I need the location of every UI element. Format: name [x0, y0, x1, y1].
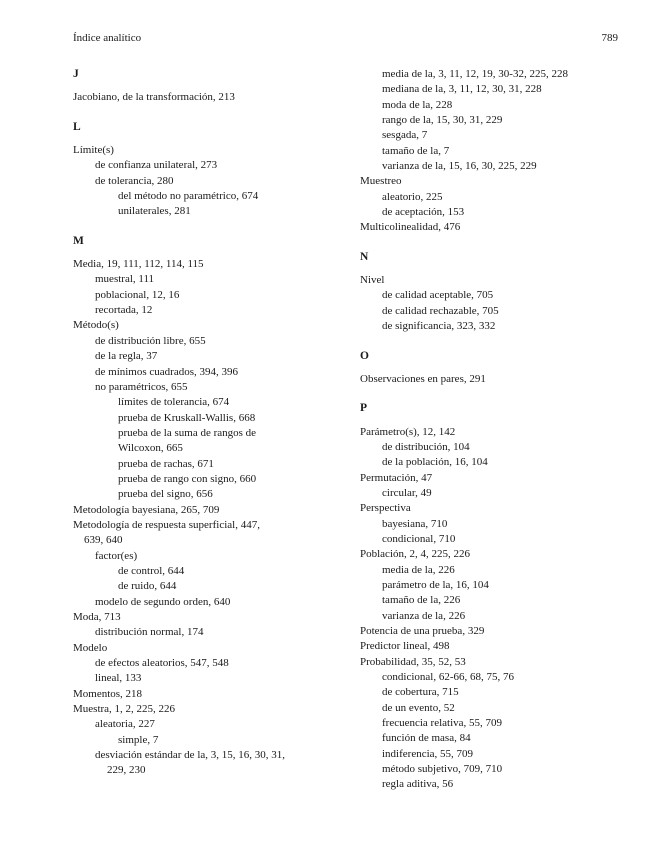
index-column-right: [360, 67, 630, 793]
index-subentry: media de la, 226: [382, 563, 455, 576]
index-subentry: de la población, 16, 104: [382, 456, 488, 469]
index-subentry: regla aditiva, 56: [382, 778, 454, 791]
index-entry: Metodología de respuesta superficial, 447,: [73, 518, 260, 531]
index-subentry: factor(es): [95, 549, 138, 562]
index-subsubentry: de ruido, 644: [118, 580, 177, 593]
index-subentry: frecuencia relativa, 55, 709: [382, 717, 503, 730]
index-subentry: aleatorio, 225: [382, 190, 443, 203]
index-subentry: media de la, 3, 11, 12, 19, 30-32, 225, 228: [382, 68, 568, 80]
index-subsubentry: simple, 7: [118, 733, 159, 746]
section-letter-l: L: [73, 120, 81, 133]
index-entry: Perspectiva: [360, 502, 411, 515]
index-subentry: de calidad rechazable, 705: [382, 304, 499, 317]
index-subsubentry: prueba de Kruskall-Wallis, 668: [118, 411, 256, 424]
index-entry-continuation: 229, 230: [107, 764, 146, 777]
index-entry: Muestra, 1, 2, 225, 226: [73, 703, 176, 716]
index-subentry: de un evento, 52: [382, 701, 455, 714]
section-letter-n: N: [360, 250, 369, 263]
index-subentry: no paramétricos, 655: [95, 380, 188, 393]
index-subentry: desviación estándar de la, 3, 15, 16, 30, 31,: [95, 749, 286, 762]
index-entry: Momentos, 218: [73, 687, 143, 700]
index-entry: Potencia de una prueba, 329: [360, 625, 485, 637]
index-subentry: circular, 49: [382, 486, 432, 499]
index-subsubentry: Wilcoxon, 665: [118, 442, 183, 455]
page-number: 789: [601, 32, 618, 44]
index-entry: Método(s): [73, 319, 119, 332]
index-subentry: de efectos aleatorios, 547, 548: [95, 657, 229, 670]
index-subentry: modelo de segundo orden, 640: [95, 595, 231, 608]
index-entry: Población, 2, 4, 225, 226: [360, 548, 470, 561]
index-subentry: sesgada, 7: [382, 129, 428, 142]
index-subsubentry: prueba de rango con signo, 660: [118, 472, 257, 485]
index-subsubentry: prueba del signo, 656: [118, 488, 213, 501]
index-entry-continuation: 639, 640: [84, 534, 123, 547]
index-subentry: de aceptación, 153: [382, 206, 465, 219]
index-entry: Nivel: [360, 274, 385, 287]
index-subsubentry: prueba de la suma de rangos de: [118, 426, 257, 439]
index-subentry: de cobertura, 715: [382, 686, 459, 699]
index-subentry: bayesiana, 710: [382, 517, 448, 530]
index-entry: Permutación, 47: [360, 471, 433, 484]
index-subentry: distribución normal, 174: [95, 626, 204, 639]
section-letter-m: M: [73, 234, 84, 247]
index-subentry: condicional, 62-66, 68, 75, 76: [382, 671, 514, 684]
index-entry: Límite(s): [73, 144, 114, 157]
index-entry: Multicolinealidad, 476: [360, 221, 461, 234]
index-subentry: rango de la, 15, 30, 31, 229: [382, 114, 503, 127]
index-entry: Probabilidad, 35, 52, 53: [360, 655, 466, 668]
index-entry: Predictor lineal, 498: [360, 640, 450, 653]
header-title: Índice analítico: [73, 32, 142, 44]
index-subentry: de distribución libre, 655: [95, 334, 206, 347]
index-entry: Parámetro(s), 12, 142: [360, 425, 456, 438]
index-subentry: condicional, 710: [382, 532, 456, 545]
index-entry: Metodología bayesiana, 265, 709: [73, 503, 220, 516]
index-subentry: muestral, 111: [95, 273, 155, 286]
index-subsubentry: del método no paramétrico, 674: [118, 190, 259, 203]
index-subentry: varianza de la, 15, 16, 30, 225, 229: [382, 160, 537, 173]
index-subentry: de calidad aceptable, 705: [382, 289, 494, 302]
index-subentry: moda de la, 228: [382, 98, 453, 111]
index-subentry: de mínimos cuadrados, 394, 396: [95, 365, 238, 378]
index-entry: Jacobiano, de la transformación, 213: [73, 91, 235, 104]
index-subentry: de confianza unilateral, 273: [95, 159, 218, 172]
section-letter-j: J: [73, 68, 79, 80]
index-subsubentry: límites de tolerancia, 674: [118, 396, 230, 409]
index-entry: Moda, 713: [73, 611, 121, 623]
index-subentry: poblacional, 12, 16: [95, 288, 180, 301]
index-entry: Observaciones en pares, 291: [360, 372, 486, 385]
index-entry: Modelo: [73, 641, 108, 654]
index-subsubentry: de control, 644: [118, 564, 185, 577]
index-subentry: tamaño de la, 7: [382, 144, 450, 157]
index-subentry: de distribución, 104: [382, 440, 470, 453]
index-subentry: indiferencia, 55, 709: [382, 747, 474, 760]
index-subsubentry: prueba de rachas, 671: [118, 457, 214, 470]
index-entry: Media, 19, 111, 112, 114, 115: [73, 258, 204, 271]
index-subentry: varianza de la, 226: [382, 609, 466, 622]
section-letter-p: P: [360, 402, 368, 415]
index-subentry: de la regla, 37: [95, 350, 158, 363]
index-subentry: lineal, 133: [95, 672, 142, 685]
index-subentry: aleatoria, 227: [95, 718, 155, 731]
section-letter-o: O: [360, 349, 369, 362]
index-subentry: método subjetivo, 709, 710: [382, 763, 503, 776]
index-subentry: parámetro de la, 16, 104: [382, 578, 489, 591]
index-column-left: [73, 67, 343, 779]
index-subentry: de significancia, 323, 332: [382, 320, 496, 333]
index-subsubentry: unilaterales, 281: [118, 205, 191, 218]
index-subentry: mediana de la, 3, 11, 12, 30, 31, 228: [382, 83, 542, 96]
index-entry: Muestreo: [360, 175, 402, 188]
index-subentry: recortada, 12: [95, 304, 153, 317]
index-subentry: de tolerancia, 280: [95, 174, 174, 187]
index-subentry: tamaño de la, 226: [382, 594, 461, 607]
index-subentry: función de masa, 84: [382, 732, 471, 745]
